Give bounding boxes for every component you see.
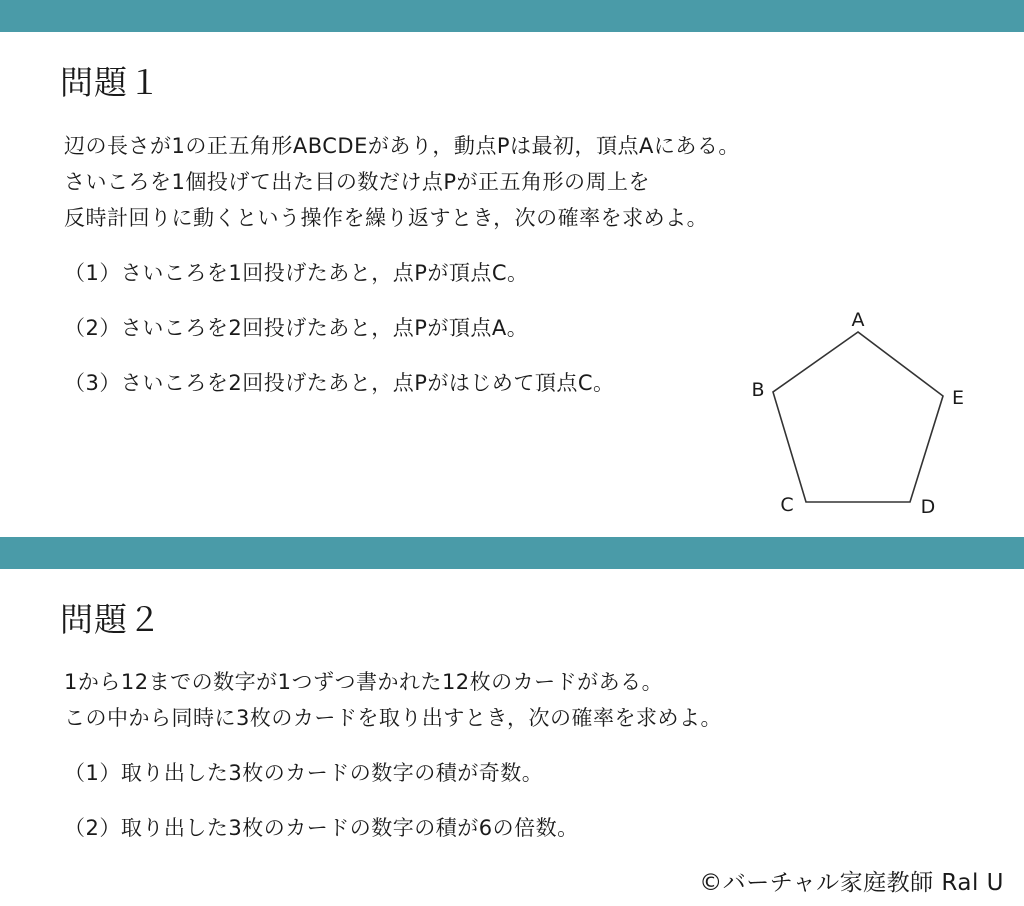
problem2-question-1: （1）取り出した3枚のカードの数字の積が奇数。 [64, 761, 544, 785]
problem2-line-2: この中から同時に3枚のカードを取り出すとき，次の確率を求めよ。 [64, 706, 723, 730]
problem2-line-1: 1から12までの数字が1つずつ書かれた12枚のカードがある。 [64, 670, 664, 694]
vertex-label-b: B [751, 379, 765, 401]
problem2-title: 問題２ [60, 600, 162, 639]
middle-band [0, 537, 1024, 569]
problem1-question-3: （3）さいころを2回投げたあと，点Pがはじめて頂点C。 [64, 371, 615, 395]
top-band [0, 0, 1024, 32]
pentagon-shape [773, 332, 943, 502]
copyright-credit: ©バーチャル家庭教師 Ral U [699, 870, 1004, 896]
pentagon-figure [740, 300, 980, 525]
vertex-label-a: A [851, 309, 865, 331]
problem1-line-1: 辺の長さが1の正五角形ABCDEがあり，動点Pは最初，頂点Aにある。 [64, 134, 740, 158]
vertex-label-c: C [780, 494, 794, 516]
problem1-line-2: さいころを1個投げて出た目の数だけ点Pが正五角形の周上を [64, 170, 651, 194]
problem1-question-2: （2）さいころを2回投げたあと，点Pが頂点A。 [64, 316, 529, 340]
problem1-title: 問題１ [60, 63, 162, 102]
problem1-line-3: 反時計回りに動くという操作を繰り返すとき，次の確率を求めよ。 [64, 206, 709, 230]
vertex-label-d: D [920, 496, 936, 518]
problem1-question-1: （1）さいころを1回投げたあと，点Pが頂点C。 [64, 261, 529, 285]
vertex-label-e: E [951, 387, 965, 409]
problem2-question-2: （2）取り出した3枚のカードの数字の積が6の倍数。 [64, 816, 579, 840]
